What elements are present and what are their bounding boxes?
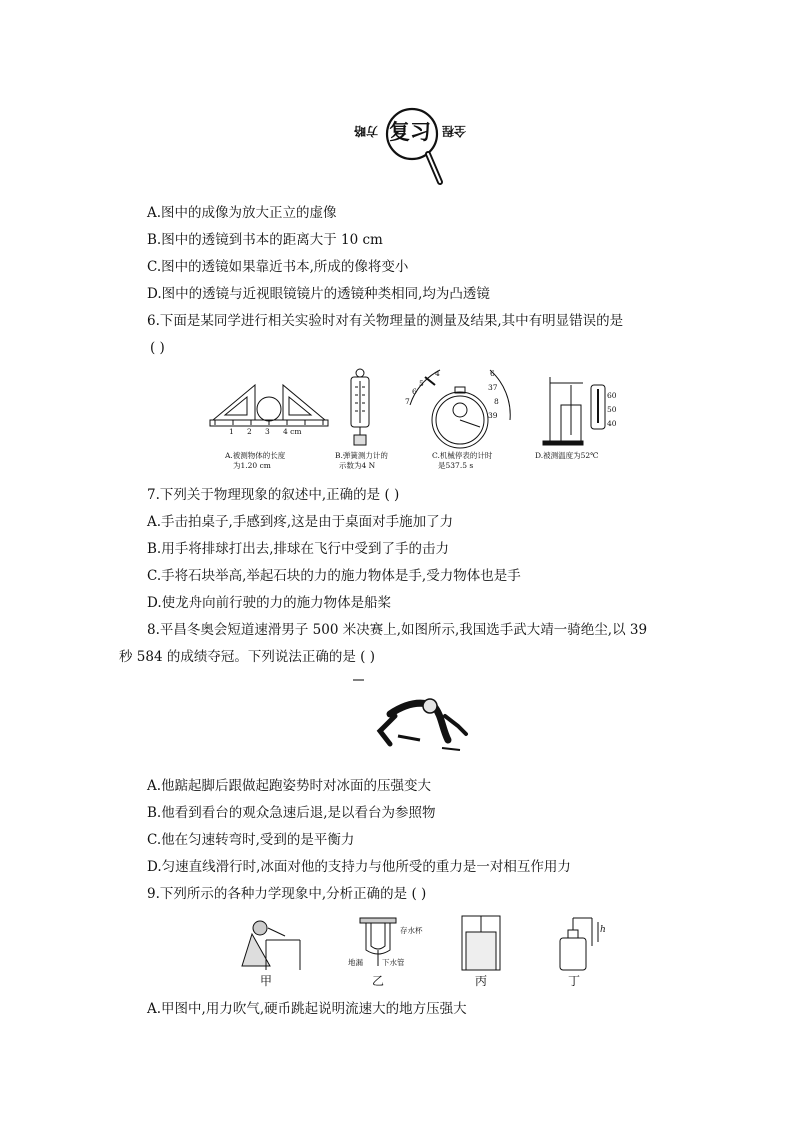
yi-part-3: 下水管 — [382, 958, 405, 967]
caption-d-1: D.被测温度为52℃ — [535, 451, 599, 460]
q6-figure — [205, 365, 625, 475]
caption-b-2: 示数为4 N — [339, 461, 376, 470]
sw-num-7: 7 — [405, 397, 410, 406]
bing-diagram — [462, 916, 500, 970]
logo-right: 全程 — [442, 124, 467, 138]
caption-a-2: 为1.20 cm — [233, 461, 271, 470]
thermo-40: 40 — [607, 419, 617, 428]
question-9: 9.下列所示的各种力学现象中,分析正确的是 ( ) — [147, 886, 427, 902]
question-6: 6.下面是某同学进行相关实验时对有关物理量的测量及结果,其中有明显错误的是 — [147, 313, 624, 329]
option-5b: B.图中的透镜到书本的距离大于 10 cm — [147, 232, 383, 248]
label-yi: 乙 — [372, 974, 385, 988]
ruler-tick-4: 4 cm — [283, 427, 302, 436]
option-8c: C.他在匀速转弯时,受到的是平衡力 — [147, 832, 355, 848]
ruler-triangles-diagram — [210, 385, 328, 426]
option-7d: D.使龙舟向前行驶的力的施力物体是船桨 — [147, 595, 392, 611]
caption-c-2: 是537.5 s — [438, 461, 474, 470]
sw-num-37: 37 — [488, 383, 498, 392]
header-logo — [350, 102, 500, 186]
option-8a: A.他踮起脚后跟做起跑姿势时对冰面的压强变大 — [147, 778, 432, 794]
ding-diagram — [560, 918, 598, 970]
sw-num-39: 39 — [488, 411, 498, 420]
question-8-line2: 秒 584 的成绩夺冠。下列说法正确的是 ( ) — [119, 649, 375, 665]
skater-figure — [350, 676, 470, 754]
option-7a: A.手击拍桌子,手感到疼,这是由于桌面对手施加了力 — [147, 514, 454, 530]
option-7b: B.用手将排球打出去,排球在飞行中受到了手的击力 — [147, 541, 450, 557]
caption-a-1: A.被测物体的长度 — [225, 451, 286, 460]
logo-left: 方略 — [354, 124, 379, 138]
option-5a: A.图中的成像为放大正立的虚像 — [147, 205, 337, 221]
spring-scale-diagram — [351, 369, 369, 445]
sw-num-6b: 6 — [490, 369, 495, 378]
label-bing: 丙 — [475, 974, 488, 988]
yi-part-2: 地漏 — [348, 958, 363, 967]
question-8-line1: 8.平昌冬奥会短道速滑男子 500 米决赛上,如图所示,我国选手武大靖一骑绝尘,以 39 — [147, 622, 648, 638]
ruler-tick-2: 2 — [247, 427, 252, 436]
option-5c: C.图中的透镜如果靠近书本,所成的像将变小 — [147, 259, 409, 275]
yi-part-1: 存水杯 — [400, 926, 423, 935]
jia-diagram — [242, 921, 300, 970]
stopwatch-diagram — [410, 370, 510, 448]
caption-c-1: C.机械停表的计时 — [432, 451, 493, 460]
ruler-tick-1: 1 — [229, 427, 234, 436]
option-5d: D.图中的透镜与近视眼镜镜片的透镜种类相同,均为凸透镜 — [147, 286, 490, 302]
option-7c: C.手将石块举高,举起石块的力的施力物体是手,受力物体也是手 — [147, 568, 521, 584]
option-8b: B.他看到看台的观众急速后退,是以看台为参照物 — [147, 805, 436, 821]
option-8d: D.匀速直线滑行时,冰面对他的支持力与他所受的重力是一对相互作用力 — [147, 859, 571, 875]
thermometer-stand-diagram — [543, 377, 605, 445]
caption-b-1: B.弹簧测力计的 — [335, 451, 388, 460]
sw-num-5: 5 — [419, 379, 424, 388]
question-7: 7.下列关于物理现象的叙述中,正确的是 ( ) — [147, 487, 400, 503]
question-6-bracket: ( ) — [150, 340, 165, 356]
q9-figure — [230, 910, 610, 990]
thermo-60: 60 — [607, 391, 617, 400]
label-ding: 丁 — [568, 974, 581, 988]
ruler-tick-3: 3 — [265, 427, 270, 436]
sw-num-4: 4 — [435, 369, 440, 378]
ding-mark: h — [600, 925, 606, 935]
thermo-50: 50 — [607, 405, 617, 414]
option-9a: A.甲图中,用力吹气,硬币跳起说明流速大的地方压强大 — [147, 1001, 467, 1017]
sw-num-6: 6 — [412, 387, 417, 396]
sw-num-8: 8 — [494, 397, 499, 406]
label-jia: 甲 — [260, 974, 273, 988]
logo-main: 复习 — [389, 120, 431, 144]
